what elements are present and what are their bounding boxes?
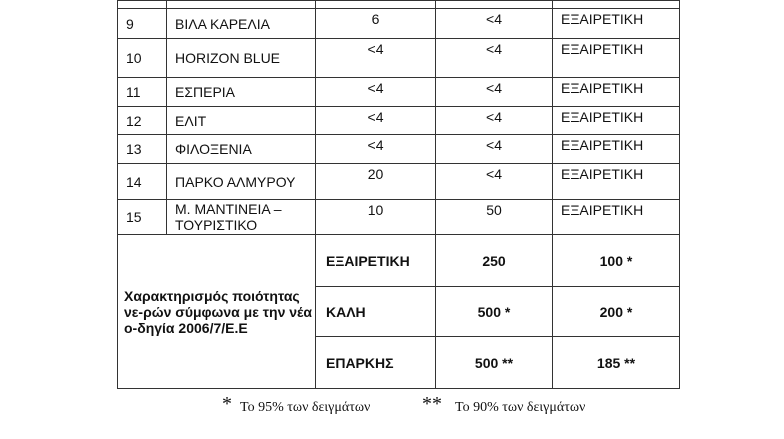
level-value-2: 200 * xyxy=(553,287,680,337)
level-value-2: 185 ** xyxy=(553,337,680,389)
value-2: <4 xyxy=(436,107,553,135)
value-1: <4 xyxy=(316,107,436,135)
site-name: ΦΙΛΟΞΕΝΙΑ xyxy=(167,135,316,164)
value-2: <4 xyxy=(436,135,553,164)
row-number: 10 xyxy=(118,39,167,78)
value-1: 20 xyxy=(316,164,436,200)
value-1: <4 xyxy=(316,39,436,78)
value-2: <4 xyxy=(436,9,553,39)
value-2: <4 xyxy=(436,39,553,78)
level-value-1: 250 xyxy=(436,235,553,287)
row-number: 11 xyxy=(118,78,167,107)
level-name: ΕΞΑΙΡΕΤΙΚΗ xyxy=(316,235,436,287)
quality: ΕΞΑΙΡΕΤΙΚΗ xyxy=(553,9,680,39)
table-row xyxy=(118,39,680,78)
value-2: <4 xyxy=(436,164,553,200)
value-2: <4 xyxy=(436,78,553,107)
row-number: 13 xyxy=(118,135,167,164)
table-row xyxy=(118,9,680,39)
classification-label: Χαρακτηρισμός ποιότητας νε-ρών σύμφωνα με την νέα ο-δηγία 2006/7/Ε.Ε xyxy=(118,235,316,389)
level-value-1: 500 ** xyxy=(436,337,553,389)
footnote-marker-2: ** xyxy=(422,393,442,415)
row-number: 14 xyxy=(118,164,167,200)
site-name: HORIZON BLUE xyxy=(167,39,316,78)
quality: ΕΞΑΙΡΕΤΙΚΗ xyxy=(553,200,680,235)
table-row-top-cut xyxy=(118,1,680,9)
row-number: 15 xyxy=(118,200,167,235)
table-row xyxy=(118,200,680,235)
quality: ΕΞΑΙΡΕΤΙΚΗ xyxy=(553,135,680,164)
level-name: ΚΑΛΗ xyxy=(316,287,436,337)
level-name: ΕΠΑΡΚΗΣ xyxy=(316,337,436,389)
level-value-2: 100 * xyxy=(553,235,680,287)
value-1: <4 xyxy=(316,78,436,107)
classification-row xyxy=(118,235,680,287)
quality: ΕΞΑΙΡΕΤΙΚΗ xyxy=(553,164,680,200)
value-1: 10 xyxy=(316,200,436,235)
row-number: 9 xyxy=(118,9,167,39)
row-number: 12 xyxy=(118,107,167,135)
table-row xyxy=(118,107,680,135)
results-table xyxy=(117,0,680,389)
footnote-text-1: Το 95% των δειγμάτων xyxy=(240,400,371,415)
quality: ΕΞΑΙΡΕΤΙΚΗ xyxy=(553,107,680,135)
table-row xyxy=(118,78,680,107)
table-row xyxy=(118,164,680,200)
level-value-1: 500 * xyxy=(436,287,553,337)
table-row xyxy=(118,135,680,164)
footnote-marker-1: * xyxy=(222,393,232,415)
site-name: ΠΑΡΚΟ ΑΛΜΥΡΟΥ xyxy=(167,164,316,200)
site-name: ΕΛΙΤ xyxy=(167,107,316,135)
quality: ΕΞΑΙΡΕΤΙΚΗ xyxy=(553,78,680,107)
value-2: 50 xyxy=(436,200,553,235)
site-name: Μ. ΜΑΝΤΙΝΕΙΑ – ΤΟΥΡΙΣΤΙΚΟ xyxy=(167,200,316,235)
value-1: 6 xyxy=(316,9,436,39)
footnote-text-2: Το 90% των δειγμάτων xyxy=(455,400,586,415)
site-name: ΕΣΠΕΡΙΑ xyxy=(167,78,316,107)
site-name: ΒΙΛΑ ΚΑΡΕΛΙΑ xyxy=(167,9,316,39)
value-1: <4 xyxy=(316,135,436,164)
quality: ΕΞΑΙΡΕΤΙΚΗ xyxy=(553,39,680,78)
